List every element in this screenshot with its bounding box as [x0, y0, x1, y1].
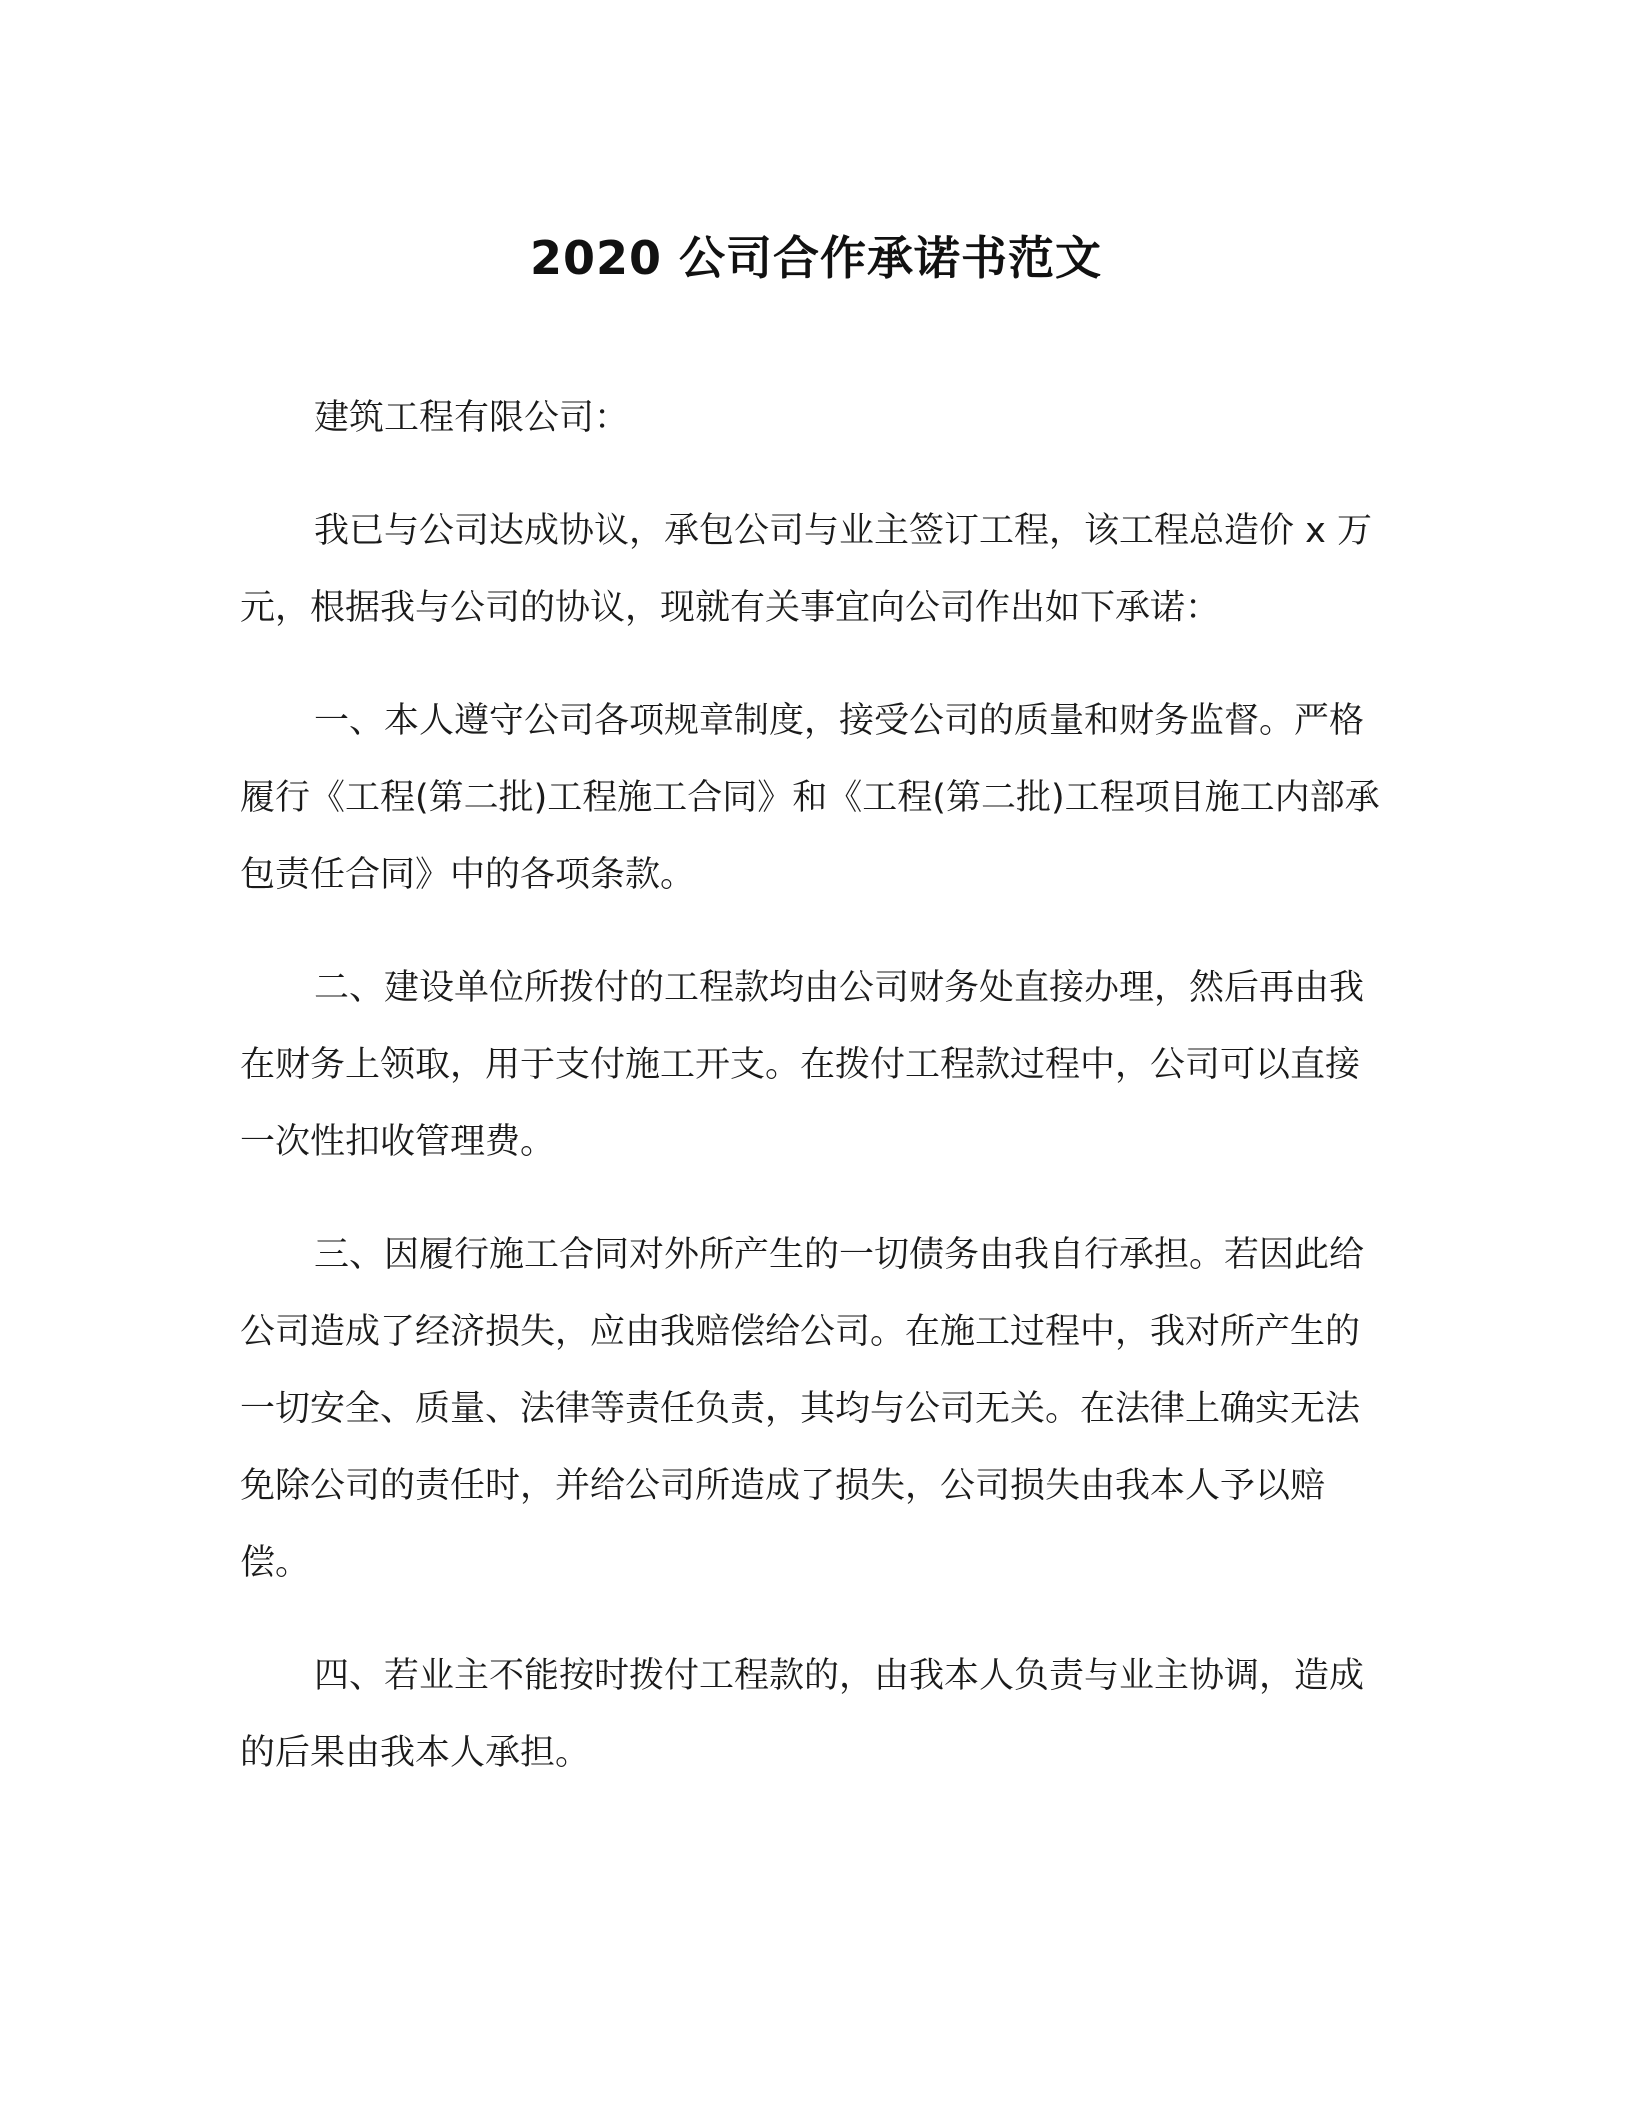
- paragraph-clause-3: 三、因履行施工合同对外所产生的一切债务由我自行承担。若因此给公司造成了经济损失，应由我赔偿给公司。在施工过程中，我对所产生的一切安全、质量、法律等责任负责，其均与公司无关。在法律上确实无法免除公司的责任时，并给公司所造成了损失，公司损失由我本人予以赔偿。: [240, 1235, 1365, 1583]
- paragraph-clause-1: 一、本人遵守公司各项规章制度，接受公司的质量和财务监督。严格履行《工程(第二批)工程施工合同》和《工程(第二批)工程项目施工内部承包责任合同》中的各项条款。: [240, 701, 1380, 895]
- document-body: [240, 380, 1390, 1828]
- paragraph-clause-2: 二、建设单位所拨付的工程款均由公司财务处直接办理，然后再由我在财务上领取，用于支付施工开支。在拨付工程款过程中，公司可以直接一次性扣收管理费。: [240, 968, 1365, 1162]
- paragraph-intro: 我已与公司达成协议，承包公司与业主签订工程，该工程总造价 x 万元，根据我与公司的协议，现就有关事宜向公司作出如下承诺：: [240, 511, 1372, 628]
- salutation: 建筑工程有限公司：: [314, 398, 630, 438]
- paragraph-clause-4: 四、若业主不能按时拨付工程款的，由我本人负责与业主协调，造成的后果由我本人承担。: [240, 1656, 1365, 1773]
- document-title: 2020 公司合作承诺书范文: [529, 231, 1103, 285]
